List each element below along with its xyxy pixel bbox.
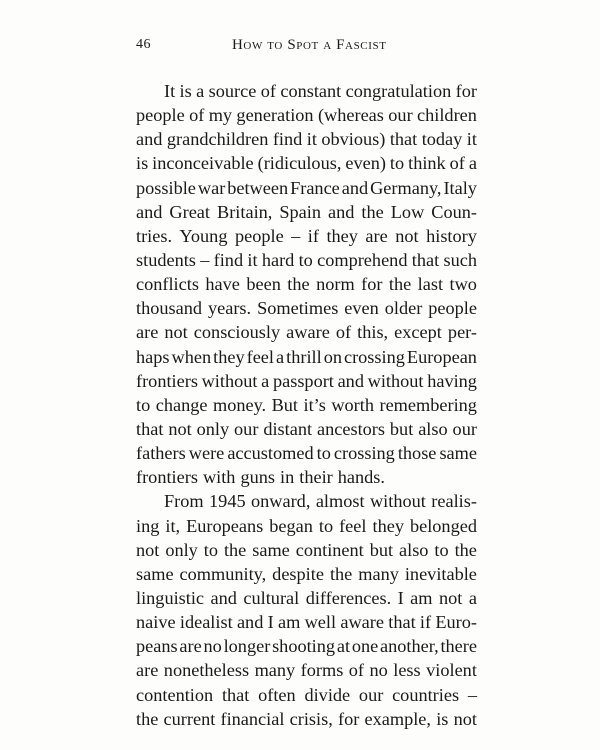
text-line: and grandchildren find it obvious) that today it bbox=[136, 129, 477, 150]
text-line: that not only our distant ancestors but also our bbox=[136, 418, 477, 439]
text-line: conflicts have been the norm for the last two bbox=[136, 274, 477, 295]
text-line: the current financial crisis, for example, is not bbox=[136, 708, 477, 729]
text-line: contention that often divide our countries – bbox=[136, 684, 477, 705]
text-line: to change money. But it’s worth remembering bbox=[136, 394, 477, 415]
text-line: frontiers with guns in their hands. bbox=[136, 467, 385, 488]
text-line: students – find it hard to comprehend that such bbox=[136, 249, 477, 270]
running-header bbox=[136, 37, 476, 59]
text-line: tries. Young people – if they are not history bbox=[136, 225, 477, 246]
text-line: naive idealist and I am well aware that if Euro- bbox=[136, 612, 477, 633]
text-line: It is a source of constant congratulation for bbox=[164, 81, 477, 101]
text-line: are nonetheless many forms of no less violent bbox=[136, 660, 477, 681]
page-number: 46 bbox=[136, 37, 151, 52]
text-line: thousand years. Sometimes even older people bbox=[136, 298, 477, 319]
text-line: is inconceivable (ridiculous, even) to think of a bbox=[136, 153, 477, 174]
body-text bbox=[136, 79, 477, 731]
text-line: peans are no longer shooting at one another, there bbox=[136, 636, 477, 657]
text-line: haps when they feel a thrill on crossing European bbox=[136, 346, 477, 367]
text-line: are not consciously aware of this, except per- bbox=[136, 322, 477, 343]
text-line: and Great Britain, Spain and the Low Coun- bbox=[136, 201, 477, 222]
book-title: How to Spot a Fascist bbox=[232, 37, 387, 53]
text-line: frontiers without a passport and without having bbox=[136, 370, 477, 391]
text-line: linguistic and cultural differences. I am not a bbox=[136, 587, 477, 608]
text-line: From 1945 onward, almost without realis- bbox=[164, 491, 477, 512]
text-line: not only to the same continent but also to the bbox=[136, 539, 477, 560]
text-line: same community, despite the many inevitable bbox=[136, 563, 477, 584]
text-line: possible war between France and Germany, Italy bbox=[136, 177, 477, 198]
text-line: ing it, Europeans began to feel they belonged bbox=[136, 515, 477, 536]
text-line: people of my generation (whereas our children bbox=[136, 105, 477, 126]
text-line: fathers were accustomed to crossing those same bbox=[136, 443, 477, 464]
